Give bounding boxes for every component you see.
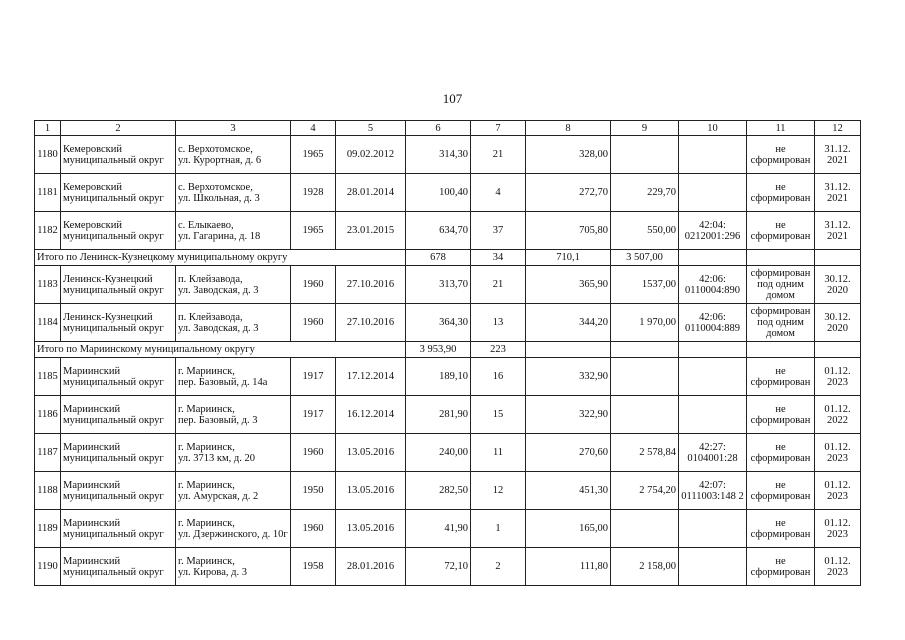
area-cell: 282,50 (406, 472, 471, 510)
address-cell (176, 266, 291, 304)
header-cell: 9 (611, 121, 679, 136)
area-cell: 189,10 (406, 358, 471, 396)
area-cell: 364,30 (406, 304, 471, 342)
subtotal-empty (815, 342, 861, 358)
date-cell: 09.02.2012 (336, 136, 406, 174)
municipality-cell: Мариинский муниципальный округ (61, 396, 176, 434)
header-cell: 4 (291, 121, 336, 136)
subtotal-row (35, 250, 861, 266)
address-line-2: ул. Дзержинского, д. 10г (178, 528, 288, 540)
header-cell: 7 (471, 121, 526, 136)
value9-cell: 2 754,20 (611, 472, 679, 510)
value9-cell: 1 970,00 (611, 304, 679, 342)
year-cell: 1960 (291, 510, 336, 548)
cadastral-cell (679, 174, 747, 212)
residents-cell: 11 (471, 434, 526, 472)
residents-cell: 37 (471, 212, 526, 250)
cadastral-cell: 42:06: 0110004:889 (679, 304, 747, 342)
address-line-2: ул. 3713 км, д. 20 (178, 452, 255, 464)
deadline-cell: 31.12. 2021 (815, 136, 861, 174)
status-cell: сформирован под одним домом (747, 266, 815, 304)
deadline-cell: 01.12. 2022 (815, 396, 861, 434)
address-cell (176, 396, 291, 434)
subtotal-area: 678 (406, 250, 471, 266)
subtotal-residents: 34 (471, 250, 526, 266)
subtotal-label: Итого по Ленинск-Кузнецкому муниципальному округу (35, 250, 406, 266)
address-line-1: г. Мариинск, (178, 403, 235, 415)
deadline-cell: 31.12. 2021 (815, 174, 861, 212)
cadastral-cell (679, 510, 747, 548)
row-number: 1182 (35, 212, 61, 250)
municipality-cell: Ленинск-Кузнецкий муниципальный округ (61, 266, 176, 304)
header-cell: 11 (747, 121, 815, 136)
address-line-1: п. Клейзавода, (178, 311, 243, 323)
subtotal-empty (747, 342, 815, 358)
header-cell: 3 (176, 121, 291, 136)
subtotal-row (35, 342, 861, 358)
value9-cell: 229,70 (611, 174, 679, 212)
area-cell: 634,70 (406, 212, 471, 250)
subtotal-empty (679, 342, 747, 358)
status-cell: не сформирован (747, 434, 815, 472)
value9-cell: 1537,00 (611, 266, 679, 304)
deadline-cell: 01.12. 2023 (815, 510, 861, 548)
deadline-cell: 30.12. 2020 (815, 304, 861, 342)
status-cell: не сформирован (747, 510, 815, 548)
table-row (35, 212, 861, 250)
cadastral-cell (679, 396, 747, 434)
address-line-1: с. Верхотомское, (178, 143, 253, 155)
area2-cell: 705,80 (526, 212, 611, 250)
year-cell: 1960 (291, 304, 336, 342)
date-cell: 17.12.2014 (336, 358, 406, 396)
subtotal-value9: 3 507,00 (611, 250, 679, 266)
address-line-2: ул. Амурская, д. 2 (178, 490, 259, 502)
row-number: 1184 (35, 304, 61, 342)
address-line-1: п. Клейзавода, (178, 273, 243, 285)
year-cell: 1960 (291, 434, 336, 472)
year-cell: 1965 (291, 212, 336, 250)
deadline-cell: 01.12. 2023 (815, 434, 861, 472)
address-line-1: с. Елыкаево, (178, 219, 234, 231)
address-line-1: г. Мариинск, (178, 365, 235, 377)
value9-cell (611, 510, 679, 548)
area2-cell: 111,80 (526, 548, 611, 586)
table-row (35, 434, 861, 472)
row-number: 1183 (35, 266, 61, 304)
address-line-2: пер. Базовый, д. 3 (178, 414, 258, 426)
area2-cell: 272,70 (526, 174, 611, 212)
area-cell: 281,90 (406, 396, 471, 434)
address-line-2: ул. Кирова, д. 3 (178, 566, 247, 578)
status-cell: не сформирован (747, 212, 815, 250)
municipality-cell: Мариинский муниципальный округ (61, 358, 176, 396)
table-row (35, 266, 861, 304)
subtotal-area2: 710,1 (526, 250, 611, 266)
deadline-cell: 01.12. 2023 (815, 472, 861, 510)
address-cell (176, 136, 291, 174)
table-row (35, 304, 861, 342)
address-cell (176, 434, 291, 472)
deadline-cell: 31.12. 2021 (815, 212, 861, 250)
value9-cell (611, 358, 679, 396)
year-cell: 1917 (291, 358, 336, 396)
area2-cell: 322,90 (526, 396, 611, 434)
residents-cell: 13 (471, 304, 526, 342)
cadastral-cell: 42:06: 0110004:890 (679, 266, 747, 304)
address-line-1: г. Мариинск, (178, 517, 235, 529)
address-line-1: г. Мариинск, (178, 555, 235, 567)
address-cell (176, 304, 291, 342)
subtotal-empty (815, 250, 861, 266)
area-cell: 240,00 (406, 434, 471, 472)
value9-cell (611, 396, 679, 434)
area-cell: 72,10 (406, 548, 471, 586)
value9-cell (611, 136, 679, 174)
address-line-1: г. Мариинск, (178, 479, 235, 491)
residents-cell: 12 (471, 472, 526, 510)
year-cell: 1950 (291, 472, 336, 510)
date-cell: 13.05.2016 (336, 510, 406, 548)
residents-cell: 1 (471, 510, 526, 548)
row-number: 1189 (35, 510, 61, 548)
residents-cell: 21 (471, 266, 526, 304)
deadline-cell: 01.12. 2023 (815, 358, 861, 396)
row-number: 1185 (35, 358, 61, 396)
status-cell: не сформирован (747, 174, 815, 212)
address-line-2: ул. Школьная, д. 3 (178, 192, 260, 204)
value9-cell: 2 578,84 (611, 434, 679, 472)
header-cell: 6 (406, 121, 471, 136)
address-line-2: ул. Заводская, д. 3 (178, 284, 259, 296)
row-number: 1188 (35, 472, 61, 510)
status-cell: не сформирован (747, 358, 815, 396)
cadastral-cell: 42:07: 0111003:148 2 (679, 472, 747, 510)
municipality-cell: Мариинский муниципальный округ (61, 510, 176, 548)
status-cell: не сформирован (747, 548, 815, 586)
year-cell: 1965 (291, 136, 336, 174)
address-cell (176, 548, 291, 586)
area2-cell: 332,90 (526, 358, 611, 396)
table-row (35, 174, 861, 212)
cadastral-cell (679, 358, 747, 396)
table-row (35, 472, 861, 510)
address-line-2: ул. Курортная, д. 6 (178, 154, 262, 166)
header-cell: 12 (815, 121, 861, 136)
municipality-cell: Ленинск-Кузнецкий муниципальный округ (61, 304, 176, 342)
residents-cell: 4 (471, 174, 526, 212)
cadastral-cell: 42:04: 0212001:296 (679, 212, 747, 250)
cadastral-cell (679, 548, 747, 586)
residents-cell: 15 (471, 396, 526, 434)
header-cell: 8 (526, 121, 611, 136)
area2-cell: 165,00 (526, 510, 611, 548)
area2-cell: 328,00 (526, 136, 611, 174)
value9-cell: 2 158,00 (611, 548, 679, 586)
header-cell: 1 (35, 121, 61, 136)
area-cell: 41,90 (406, 510, 471, 548)
date-cell: 28.01.2016 (336, 548, 406, 586)
address-line-1: г. Мариинск, (178, 441, 235, 453)
date-cell: 23.01.2015 (336, 212, 406, 250)
address-cell (176, 212, 291, 250)
status-cell: не сформирован (747, 136, 815, 174)
row-number: 1187 (35, 434, 61, 472)
address-line-2: ул. Гагарина, д. 18 (178, 230, 261, 242)
year-cell: 1928 (291, 174, 336, 212)
deadline-cell: 30.12. 2020 (815, 266, 861, 304)
municipality-cell: Кемеровский муниципальный округ (61, 212, 176, 250)
table-row (35, 136, 861, 174)
deadline-cell: 01.12. 2023 (815, 548, 861, 586)
year-cell: 1960 (291, 266, 336, 304)
table-row (35, 510, 861, 548)
subtotal-empty (679, 250, 747, 266)
status-cell: не сформирован (747, 396, 815, 434)
header-cell: 5 (336, 121, 406, 136)
register-table (34, 120, 861, 586)
table-row (35, 396, 861, 434)
residents-cell: 2 (471, 548, 526, 586)
municipality-cell: Мариинский муниципальный округ (61, 472, 176, 510)
value9-cell: 550,00 (611, 212, 679, 250)
header-cell: 10 (679, 121, 747, 136)
residents-cell: 21 (471, 136, 526, 174)
date-cell: 27.10.2016 (336, 266, 406, 304)
residents-cell: 16 (471, 358, 526, 396)
date-cell: 13.05.2016 (336, 434, 406, 472)
subtotal-empty (747, 250, 815, 266)
table-row (35, 548, 861, 586)
area2-cell: 365,90 (526, 266, 611, 304)
cadastral-cell (679, 136, 747, 174)
row-number: 1180 (35, 136, 61, 174)
municipality-cell: Кемеровский муниципальный округ (61, 136, 176, 174)
area2-cell: 270,60 (526, 434, 611, 472)
header-cell: 2 (61, 121, 176, 136)
address-line-2: ул. Заводская, д. 3 (178, 322, 259, 334)
address-cell (176, 510, 291, 548)
row-number: 1186 (35, 396, 61, 434)
area2-cell: 344,20 (526, 304, 611, 342)
address-cell (176, 174, 291, 212)
area-cell: 314,30 (406, 136, 471, 174)
date-cell: 13.05.2016 (336, 472, 406, 510)
year-cell: 1958 (291, 548, 336, 586)
address-line-2: пер. Базовый, д. 14а (178, 376, 268, 388)
subtotal-residents: 223 (471, 342, 526, 358)
subtotal-label: Итого по Мариинскому муниципальному округу (35, 342, 406, 358)
row-number: 1190 (35, 548, 61, 586)
municipality-cell: Кемеровский муниципальный округ (61, 174, 176, 212)
municipality-cell: Мариинский муниципальный округ (61, 434, 176, 472)
subtotal-value9 (611, 342, 679, 358)
date-cell: 16.12.2014 (336, 396, 406, 434)
address-cell (176, 358, 291, 396)
date-cell: 27.10.2016 (336, 304, 406, 342)
municipality-cell: Мариинский муниципальный округ (61, 548, 176, 586)
cadastral-cell: 42:27: 0104001:28 (679, 434, 747, 472)
table-row (35, 358, 861, 396)
header-row (35, 121, 861, 136)
area-cell: 313,70 (406, 266, 471, 304)
area2-cell: 451,30 (526, 472, 611, 510)
page-number: 107 (442, 91, 463, 106)
address-cell (176, 472, 291, 510)
subtotal-area: 3 953,90 (406, 342, 471, 358)
status-cell: сформирован под одним домом (747, 304, 815, 342)
row-number: 1181 (35, 174, 61, 212)
status-cell: не сформирован (747, 472, 815, 510)
address-line-1: с. Верхотомское, (178, 181, 253, 193)
subtotal-area2 (526, 342, 611, 358)
year-cell: 1917 (291, 396, 336, 434)
area-cell: 100,40 (406, 174, 471, 212)
date-cell: 28.01.2014 (336, 174, 406, 212)
